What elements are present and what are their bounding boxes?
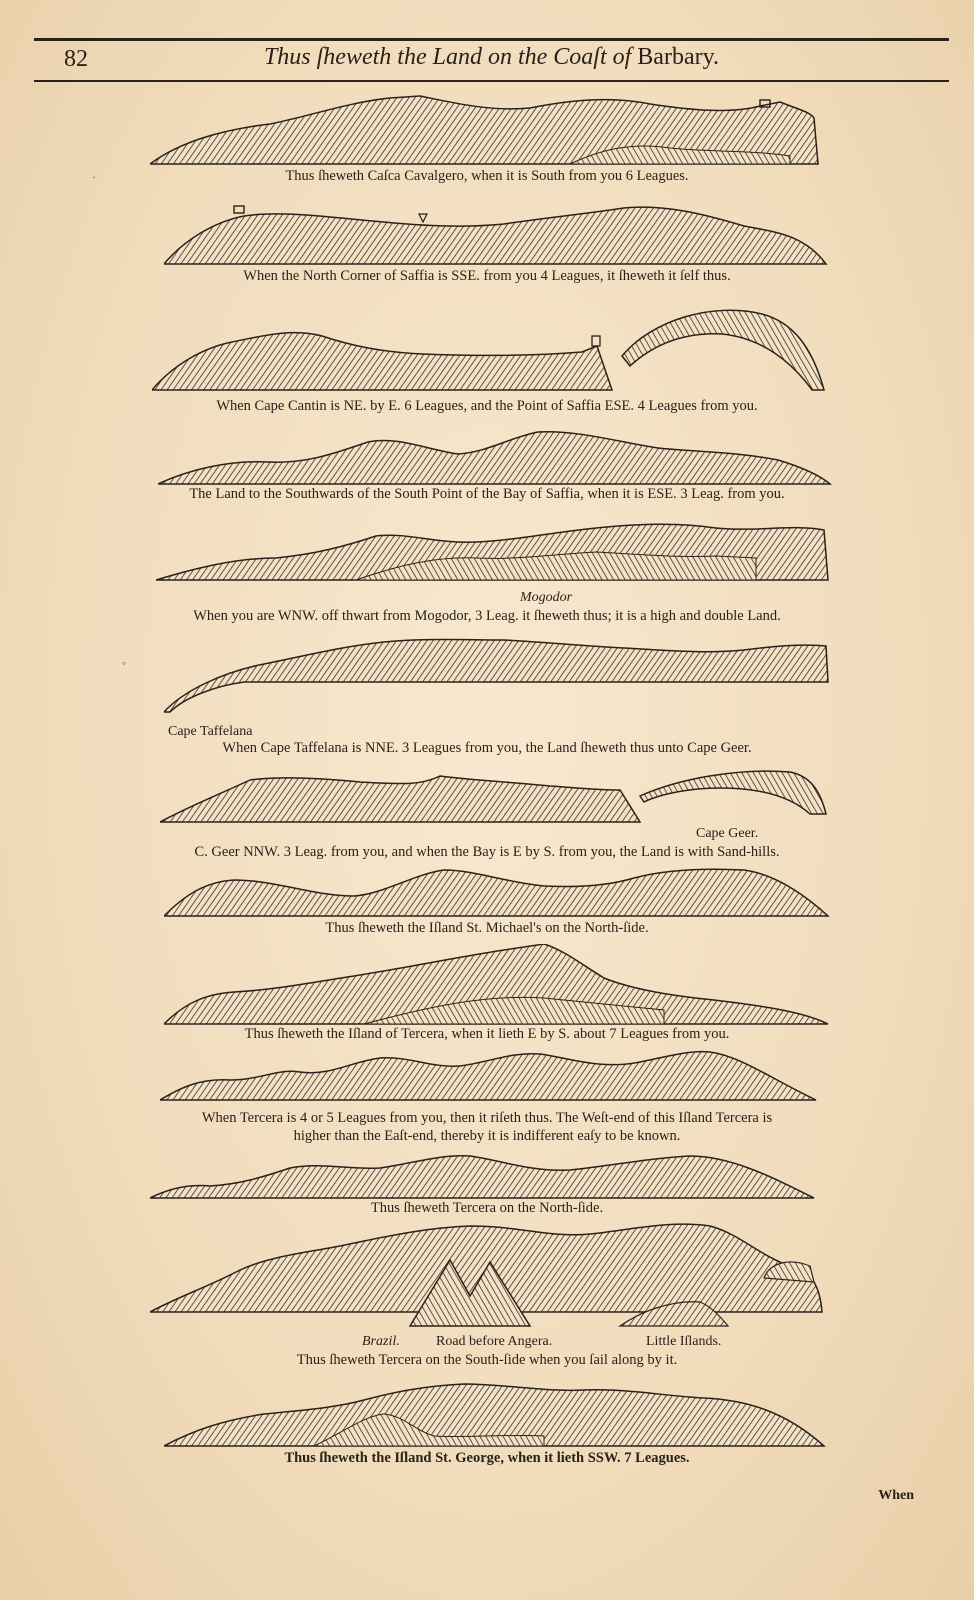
- coast-profile-cape-geer: [160, 766, 836, 826]
- coast-profile-saffia-north: [164, 200, 834, 268]
- label-brazil: Brazil.: [362, 1334, 400, 1349]
- header-bottom-rule: [34, 80, 949, 82]
- profile-caption-3: When Cape Cantin is NE. by E. 6 Leagues, and the Point of Saffia ESE. 4 Leagues from you.: [216, 398, 758, 414]
- profile-caption-13: Thus ſheweth the Iſland St. George, when it lieth SSW. 7 Leagues.: [284, 1450, 690, 1466]
- running-title: [34, 44, 949, 71]
- running-title-place: Barbary.: [637, 44, 720, 70]
- label-little-islands: Little Iſlands.: [646, 1334, 722, 1349]
- coast-profile-cape-cantin: [152, 306, 832, 396]
- coast-profile-st-michaels: [164, 866, 834, 920]
- profile-caption-4: The Land to the Southwards of the South Point of the Bay of Saffia, when it is ESE. 3 Leag. from you.: [189, 486, 785, 502]
- profile-caption-8: Thus ſheweth the Iſland St. Michael's on the North-ſide.: [325, 920, 649, 936]
- margin-mark: ·: [92, 170, 96, 184]
- catchword: When: [878, 1488, 914, 1503]
- coast-profile-saffia-south: [158, 430, 834, 490]
- profile-caption-11: Thus ſheweth Tercera on the North-ſide.: [370, 1200, 604, 1216]
- coast-profile-tercera-7-leagues: [164, 944, 834, 1028]
- profile-caption-1: Thus ſheweth Caſca Cavalgero, when it is South from you 6 Leagues.: [285, 168, 689, 184]
- page-number: 82: [64, 46, 88, 72]
- profile-caption-6: When Cape Taffelana is NNE. 3 Leagues from you, the Land ſheweth thus unto Cape Geer.: [222, 740, 752, 756]
- profile-caption-2: When the North Corner of Saffia is SSE. from you 4 Leagues, it ſheweth it ſelf thus.: [243, 268, 731, 284]
- header-top-rule: [34, 38, 949, 41]
- label-cape-taffelana-text: Cape Taffelana: [168, 724, 253, 739]
- coast-profile-st-george: [164, 1380, 828, 1450]
- coast-profile-tercera-4-5-leagues: [160, 1048, 820, 1104]
- profile-caption-5: When you are WNW. off thwart from Mogodor, 3 Leag. it ſheweth thus; it is a high and double Land.: [193, 608, 781, 624]
- coast-profile-tercera-south: [150, 1216, 826, 1330]
- running-title-text: Thus ſheweth the Land on the Coaſt of: [263, 44, 632, 70]
- profile-caption-12: Thus ſheweth Tercera on the South-ſide when you ſail along by it.: [296, 1352, 678, 1368]
- label-mogodor: Mogodor: [520, 590, 573, 605]
- margin-mark: ◦: [122, 656, 127, 670]
- label-cape-geer: Cape Geer.: [696, 826, 759, 841]
- page-header: [34, 42, 949, 76]
- profile-caption-10-line-2: higher than the Eaſt-end, thereby it is indifferent eaſy to be known.: [293, 1128, 681, 1144]
- label-road-before-angera: Road before Angera.: [436, 1334, 553, 1349]
- profile-caption-7: C. Geer NNW. 3 Leag. from you, and when the Bay is E by S. from you, the Land is with Sand-hills.: [194, 844, 780, 860]
- coast-profile-cape-taffelana: [164, 632, 834, 714]
- label-cape-taffelana: [168, 724, 252, 740]
- coast-profile-tercera-north: [150, 1150, 818, 1202]
- coast-profile-casca-cavalgero: [150, 92, 830, 168]
- coast-profile-mogodor: [156, 518, 834, 588]
- profile-caption-10: When Tercera is 4 or 5 Leagues from you, then it riſeth thus. The Weſt-end of this Iſland Tercera is: [201, 1110, 773, 1126]
- profile-caption-9: Thus ſheweth the Iſland of Tercera, when it lieth E by S. about 7 Leagues from you.: [244, 1026, 730, 1042]
